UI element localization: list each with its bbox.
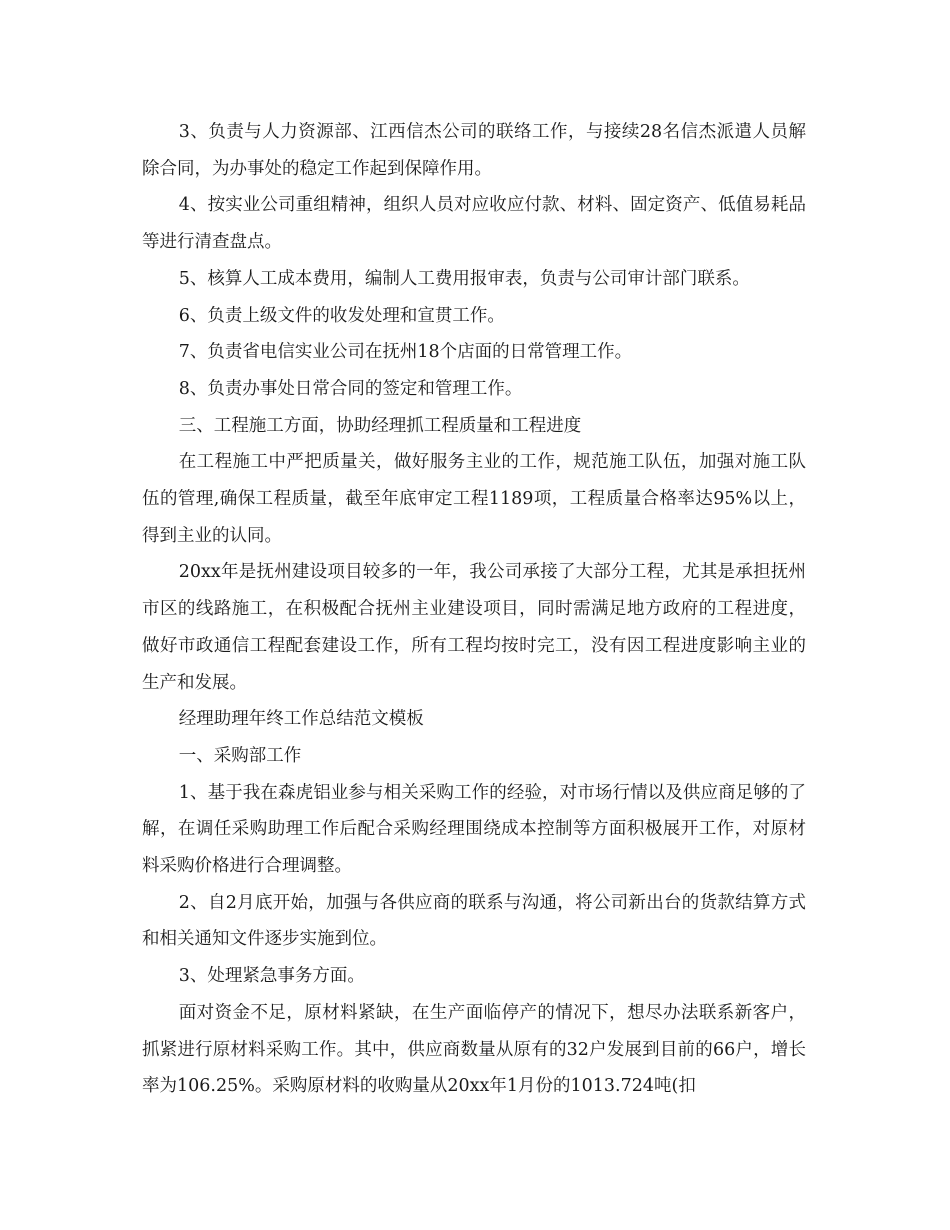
paragraph-purchasing-item-2: 2、自2月底开始，加强与各供应商的联系与沟通，将公司新出台的货款结算方式和相关通知文件逐步实施到位。 bbox=[142, 892, 806, 950]
paragraph-item-7-stores: 7、负责省电信实业公司在抚州18个店面的日常管理工作。 bbox=[178, 342, 633, 363]
section-heading-purchasing: 一、采购部工作 bbox=[178, 745, 302, 766]
paragraph-item-4-inventory: 4、按实业公司重组精神，组织人员对应收应付款、材料、固定资产、低值易耗品等进行清查盘点。 bbox=[142, 195, 806, 253]
document-subtitle: 经理助理年终工作总结范文模板 bbox=[178, 709, 424, 730]
paragraph-emergency-handling: 面对资金不足，原材料紧缺，在生产面临停产的情况下，想尽办法联系新客户，抓紧进行原材料采购工作。其中，供应商数量从原有的32户发展到目前的66户，增长率为106.25%。采购原材料的收购量从20xx年1月份的1013.724吨(扣 bbox=[142, 1002, 806, 1097]
section-heading-construction: 三、工程施工方面，协助经理抓工程质量和工程进度 bbox=[178, 415, 582, 436]
paragraph-item-5-labor-cost: 5、核算人工成本费用，编制人工费用报审表，负责与公司审计部门联系。 bbox=[178, 268, 750, 289]
paragraph-purchasing-item-1: 1、基于我在森虎铝业参与相关采购工作的经验，对市场行情以及供应商足够的了解，在调任采购助理工作后配合采购经理围绕成本控制等方面积极展开工作，对原材料采购价格进行合理调整。 bbox=[142, 782, 806, 877]
paragraph-item-3-liaison: 3、负责与人力资源部、江西信杰公司的联络工作，与接续28名信杰派遣人员解除合同，为办事处的稳定工作起到保障作用。 bbox=[142, 122, 806, 179]
document-body bbox=[142, 114, 806, 1105]
paragraph-item-8-contracts: 8、负责办事处日常合同的签定和管理工作。 bbox=[178, 378, 523, 399]
paragraph-purchasing-item-3: 3、处理紧急事务方面。 bbox=[178, 966, 365, 987]
paragraph-item-6-documents: 6、负责上级文件的收发处理和宣贯工作。 bbox=[178, 305, 505, 326]
paragraph-construction-year: 20xx年是抚州建设项目较多的一年，我公司承接了大部分工程，尤其是承担抚州市区的线路施工，在积极配合抚州主业建设项目，同时需满足地方政府的工程进度，做好市政通信工程配套建设工作，所有工程均按时完工，没有因工程进度影响主业的生产和发展。 bbox=[142, 562, 806, 693]
paragraph-quality-control: 在工程施工中严把质量关，做好服务主业的工作，规范施工队伍，加强对施工队伍的管理,确保工程质量，截至年底审定工程1189项，工程质量合格率达95%以上，得到主业的认同。 bbox=[142, 452, 806, 546]
